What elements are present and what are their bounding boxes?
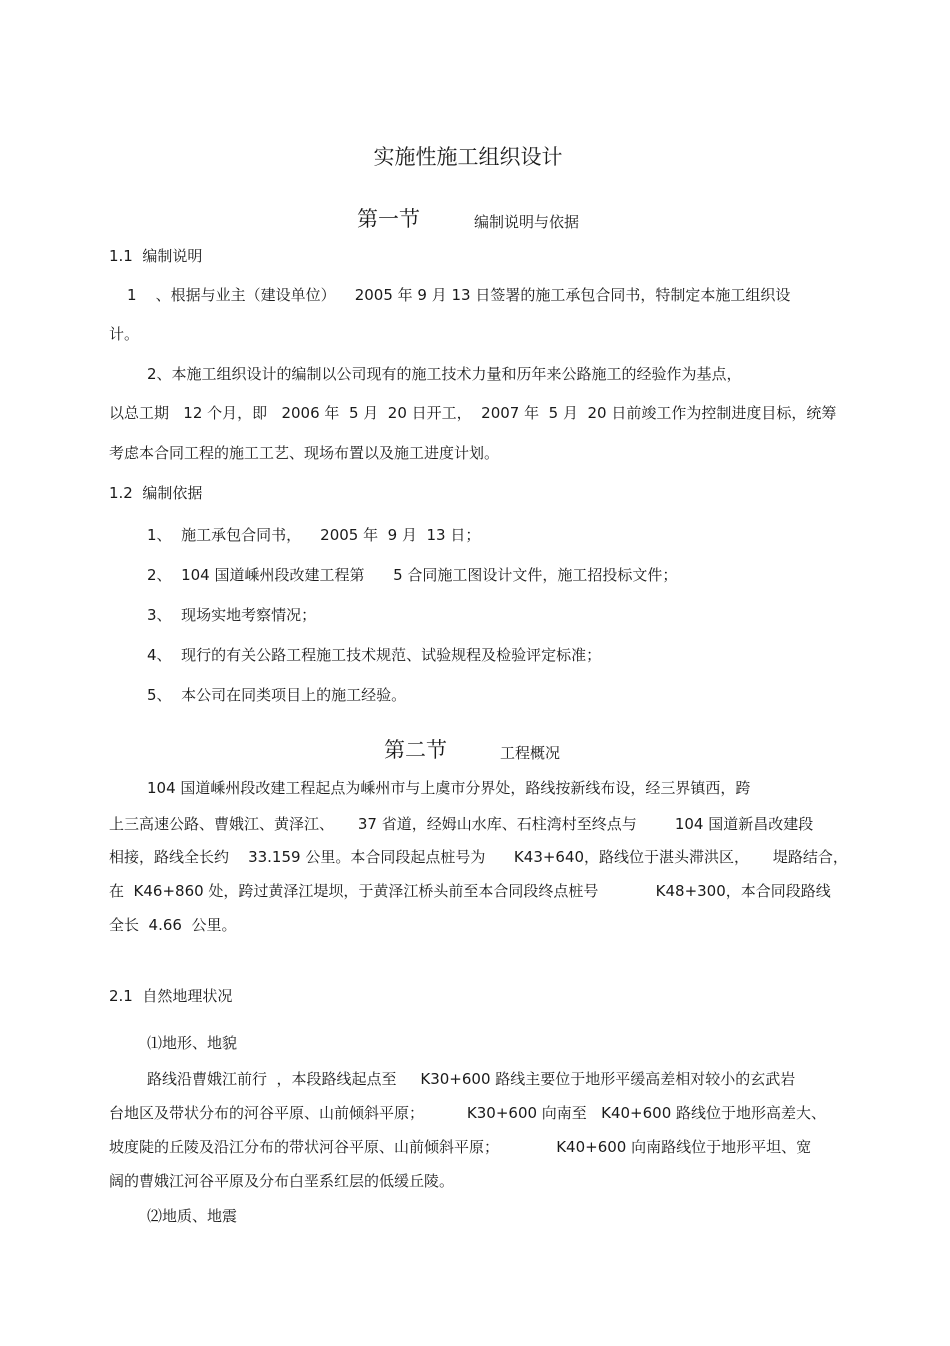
- overview-line-3: 相接，路线全长约 33.159 公里。本合同段起点桩号为 K43+640，路线位于湛头滞洪区， 堤路结合，: [109, 848, 848, 866]
- section-2-number: 第二节: [384, 738, 447, 762]
- subheading-terrain: ⑴地形、地貌: [147, 1034, 238, 1052]
- list-item: 2、 104 国道嵊州段改建工程第 5 合同施工图设计文件，施工招投标文件；: [147, 566, 678, 584]
- section-1-number: 第一节: [357, 207, 420, 231]
- heading-2-1: 2.1 自然地理状况: [109, 987, 233, 1005]
- overview-line-5: 全长 4.66 公里。: [109, 916, 237, 934]
- terrain-line-1: 路线沿曹娥江前行 ，本段路线起点至 K30+600 路线主要位于地形平缓高差相对较小的玄武岩: [147, 1070, 796, 1088]
- section-1-title: 编制说明与依据: [474, 213, 580, 231]
- list-item: 5、 本公司在同类项目上的施工经验。: [147, 686, 407, 704]
- paragraph-2-line-3: 考虑本合同工程的施工工艺、现场布置以及施工进度计划。: [109, 444, 500, 462]
- paragraph-1-line-2: 计。: [109, 325, 140, 343]
- paragraph-2-line-1: 2、本施工组织设计的编制以公司现有的施工技术力量和历年来公路施工的经验作为基点，: [147, 365, 742, 383]
- document-title: 实施性施工组织设计: [373, 145, 563, 169]
- paragraph-2-line-2: 以总工期 12 个月，即 2006 年 5 月 20 日开工， 2007 年 5 月 20 日前竣工作为控制进度目标，统筹: [109, 404, 837, 422]
- subheading-geology: ⑵地质、地震: [147, 1207, 238, 1225]
- list-item: 4、 现行的有关公路工程施工技术规范、试验规程及检验评定标准；: [147, 646, 602, 664]
- heading-1-1: 1.1 编制说明: [109, 247, 203, 265]
- paragraph-1-line-1: 1 、根据与业主（建设单位） 2005 年 9 月 13 日签署的施工承包合同书，特制定本施工组织设: [127, 286, 791, 304]
- overview-line-2: 上三高速公路、曹娥江、黄泽江、 37 省道，经姆山水库、石柱湾村至终点与 104 国道新昌改建段: [109, 815, 814, 833]
- terrain-line-2: 台地区及带状分布的河谷平原、山前倾斜平原； K30+600 向南至 K40+600 路线位于地形高差大、: [109, 1104, 827, 1122]
- terrain-line-4: 阔的曹娥江河谷平原及分布白垩系红层的低缓丘陵。: [109, 1172, 455, 1190]
- list-item: 3、 现场实地考察情况；: [147, 606, 317, 624]
- heading-1-2: 1.2 编制依据: [109, 484, 203, 502]
- section-2-title: 工程概况: [500, 744, 561, 762]
- overview-line-1: 104 国道嵊州段改建工程起点为嵊州市与上虞市分界处，路线按新线布设，经三界镇西，跨: [147, 779, 751, 797]
- overview-line-4: 在 K46+860 处，跨过黄泽江堤坝，于黄泽江桥头前至本合同段终点桩号 K48+300，本合同段路线: [109, 882, 831, 900]
- terrain-line-3: 坡度陡的丘陵及沿江分布的带状河谷平原、山前倾斜平原； K40+600 向南路线位于地形平坦、宽: [109, 1138, 812, 1156]
- list-item: 1、 施工承包合同书， 2005 年 9 月 13 日；: [147, 526, 481, 544]
